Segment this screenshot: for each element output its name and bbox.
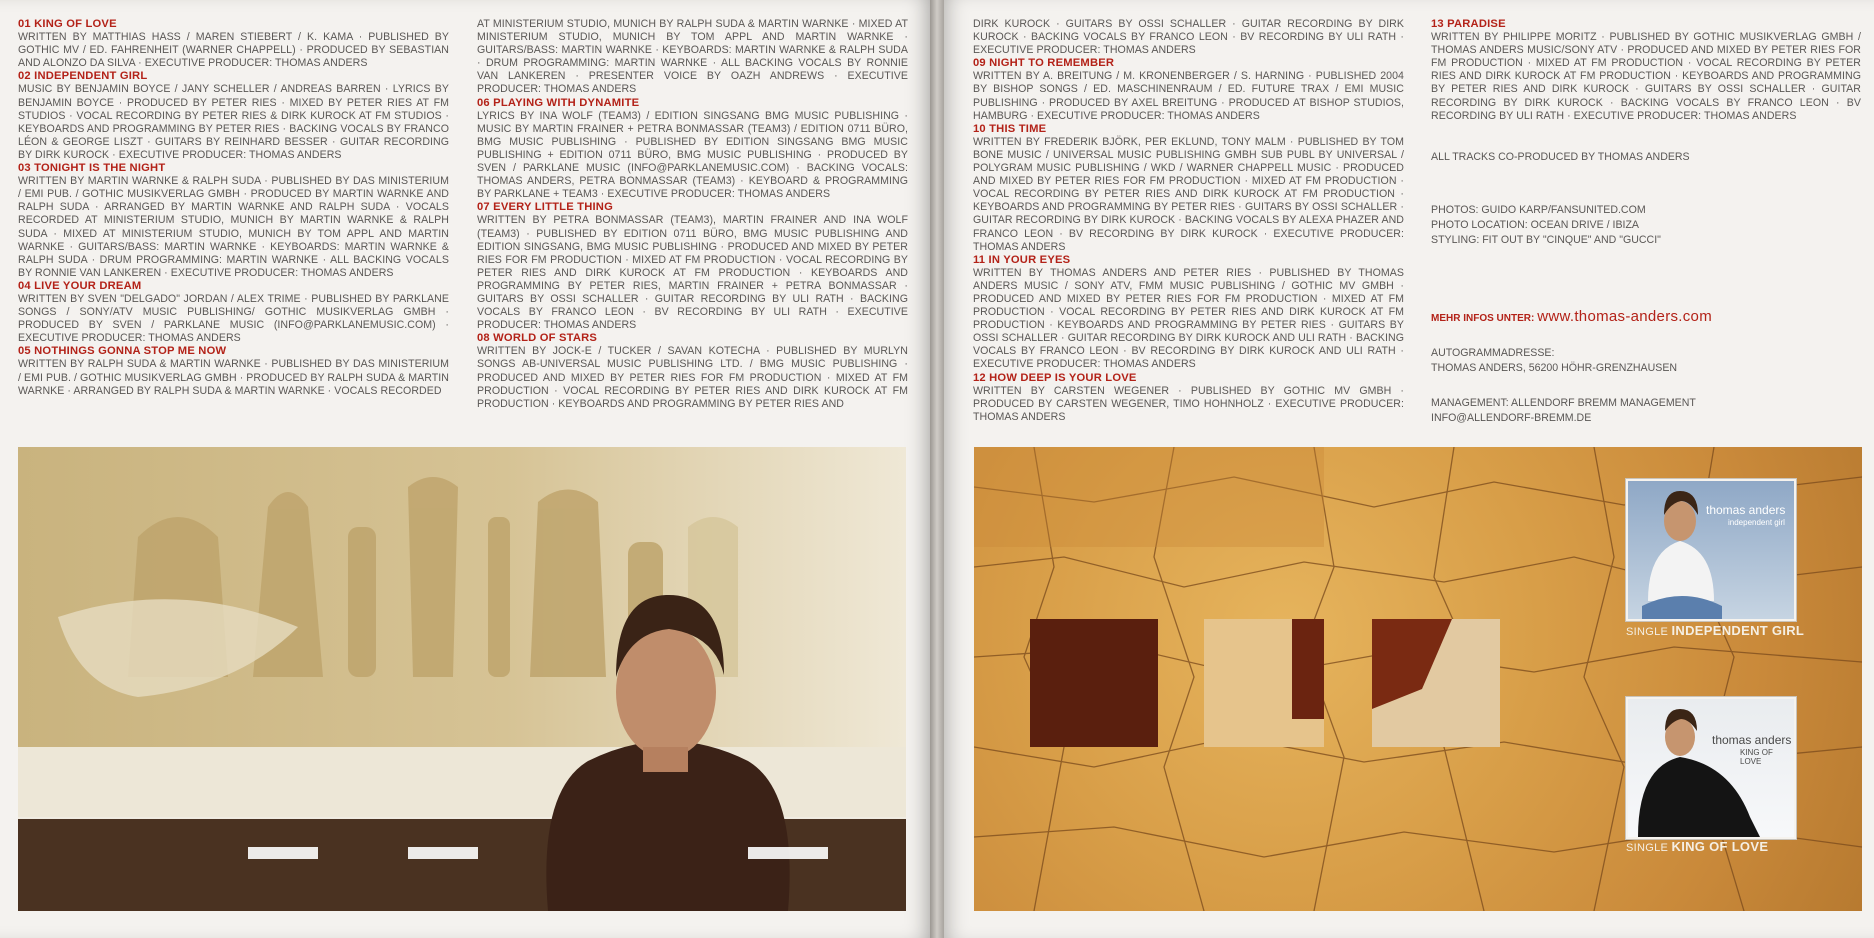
track-credits-text: WRITTEN BY SVEN "DELGADO" JORDAN / ALEX TRIME · PUBLISHED BY PARKLANE SONGS / SONY/ATV MUSIC PUBLISHING/ GOTHIC MUSIKVERLAG GMBH · PRODUCED BY SVEN / PARKLANE MUSIC (INFO@PARKLANEMUSIC.COM) · EXECUTIVE PRODUCER: THOMAS ANDERS [18, 292, 449, 345]
track-credits-text: WRITTEN BY MATTHIAS HASS / MAREN STIEBERT / K. KAMA · PUBLISHED BY GOTHIC MV / ED. FAHRENHEIT (WARNER CHAPPELL) · PRODUCED BY SEBASTIAN AND ALONZO DA SILVA · EXECUTIVE PRODUCER: THOMAS ANDERS [18, 31, 449, 70]
track-credit [973, 372, 1404, 424]
track-credits-text: WRITTEN BY THOMAS ANDERS AND PETER RIES · PUBLISHED BY THOMAS ANDERS MUSIC / SONY ATV, FMM MUSIC PUBLISHING / GOTHIC MV GMBH · PRODUCED AND MIXED BY PETER RIES FOR FM PRODUCTION · MIXED AT FM PRODUCTION · VOCAL RECORDING BY PETER RIES AND DIRK KUROCK AT FM PRODUCTION · KEYBOARDS AND PROGRAMMING BY PETER RIES · GUITARS BY OSSI SCHALLER · GUITAR RECORDING BY DIRK KUROCK AND ULI RATH · BACKING VOCALS BY FRANCO LEON · BV RECORDING BY DIRK KUROCK AND ULI RATH · EXECUTIVE PRODUCER: THOMAS ANDERS [973, 266, 1404, 371]
track-credit [477, 332, 908, 411]
track-credit [973, 123, 1404, 254]
single-label-king-of-love [1626, 839, 1768, 854]
track-credit [18, 70, 449, 162]
texture-square-dark [1030, 619, 1158, 747]
track-credits-text: WRITTEN BY FREDERIK BJÖRK, PER EKLUND, TONY MALM · PUBLISHED BY TOM BONE MUSIC / UNIVERSAL MUSIC PUBLISHING GMBH SUB PUBL BY UNIVERSAL / POLYGRAM MUSIC PUBLISHING / WKD / WARNER CHAPPELL MUSIC · PRODUCED AND MIXED BY PETER RIES FOR FM PRODUCTION · MIXED AT FM PRODUCTION · VOCAL RECORDING BY PETER RIES AND DIRK KUROCK AT FM PRODUCTION · KEYBOARDS AND PROGRAMMING BY PETER RIES · GUITARS BY OSSI SCHALLER · GUITAR RECORDING BY DIRK KUROCK · BACKING VOCALS BY ALEXA PHAZER AND FRANCO LEON · BV RECORDING BY DIRK KUROCK · EXECUTIVE PRODUCER: THOMAS ANDERS [973, 135, 1404, 253]
track-credits-text: AT MINISTERIUM STUDIO, MUNICH BY RALPH SUDA & MARTIN WARNKE · MIXED AT MINISTERIUM STUDIO, MUNICH BY TOM APPL AND MARTIN WARNKE · GUITARS/BASS: MARTIN WARNKE · KEYBOARDS: MARTIN WARNKE & RALPH SUDA · DRUM PROGRAMMING: MARTIN WARNKE · ALL BACKING VOCALS BY RONNIE VAN LANKEREN · PRESENTER VOICE BY OAZH ANDREWS · EXECUTIVE PRODUCER: THOMAS ANDERS [477, 18, 908, 96]
track-title: 09 NIGHT TO REMEMBER [973, 57, 1115, 70]
track-credit [477, 97, 908, 202]
coproduced-note: ALL TRACKS CO-PRODUCED BY THOMAS ANDERS [1431, 151, 1690, 163]
track-title: 10 THIS TIME [973, 122, 1047, 135]
single-title: INDEPENDENT GIRL [1671, 623, 1805, 638]
track-credit [18, 162, 449, 280]
track-credits-text: WRITTEN BY JOCK-E / TUCKER / SAVAN KOTECHA · PUBLISHED BY MURLYN SONGS AB-UNIVERSAL MUSIC PUBLISHING LTD. / BMG MUSIC PUBLISHING · PRODUCED AND MIXED BY PETER RIES FOR FM PRODUCTION · MIXED AT FM PRODUCTION · VOCAL RECORDING BY PETER RIES AND DIRK KUROCK AT FM PRODUCTION · KEYBOARDS AND PROGRAMMING BY PETER RIES AND [477, 345, 908, 410]
track-title: 07 EVERY LITTLE THING [477, 201, 613, 214]
photos-credit: PHOTOS: GUIDO KARP/FANSUNITED.COM [1431, 204, 1646, 216]
photo-credits [1431, 203, 1861, 248]
track-credit [18, 18, 449, 70]
track-credits-text: WRITTEN BY CARSTEN WEGENER · PUBLISHED BY GOTHIC MV GMBH · PRODUCED BY CARSTEN WEGENER, TIMO HOHNHOLZ · EXECUTIVE PRODUCER: THOMAS ANDERS [973, 384, 1404, 423]
track-title: 06 PLAYING WITH DYNAMITE [477, 96, 640, 109]
track-credits-text: WRITTEN BY PHILIPPE MORITZ · PUBLISHED BY GOTHIC MUSIKVERLAG GMBH / THOMAS ANDERS MUSIC/SONY ATV · PRODUCED AND MIXED BY PETER RIES FOR FM PRODUCTION · MIXED AT FM PRODUCTION · VOCAL RECORDING BY PETER RIES AND DIRK KUROCK AT FM PRODUCTION · KEYBOARDS AND PROGRAMMING BY PETER RIES AND DIRK KUROCK · GUITARS BY OSSI SCHALLER · GUITAR RECORDING BY DIRK KUROCK · BACKING VOCALS BY FRANCO LEON · BV RECORDING BY ULI RATH · EXECUTIVE PRODUCER: THOMAS ANDERS [1431, 31, 1861, 122]
credits-column-3 [973, 18, 1404, 424]
styling-credit: STYLING: FIT OUT BY "CINQUE" AND "GUCCI" [1431, 234, 1661, 246]
artist-photo-illustration [18, 447, 906, 911]
track-credit [18, 280, 449, 345]
photo-location: PHOTO LOCATION: OCEAN DRIVE / IBIZA [1431, 219, 1639, 231]
cracked-texture-panel [974, 447, 1862, 911]
track-title: 05 NOTHINGS GONNA STOP ME NOW [18, 345, 227, 358]
track-credit [477, 201, 908, 332]
track-title: 01 KING OF LOVE [18, 18, 117, 30]
track-credits-text: WRITTEN BY PETRA BONMASSAR (TEAM3), MARTIN FRAINER AND INA WOLF (TEAM3) · PUBLISHED BY EDITION 0711 BÜRO, BMG MUSIC PUBLISHING AND EDITION SINGSANG, BMG MUSIC PUBLISHING · PRODUCED AND MIXED BY PETER RIES FOR FM PRODUCTION · MIXED AT FM PRODUCTION · VOCAL RECORDING BY PETER RIES AND DIRK KUROCK AT FM PRODUCTION · KEYBOARDS AND PROGRAMMING BY PETER RIES, MARTIN FRAINER + PETRA BONMASSAR · GUITARS BY OSSI SCHALLER · GUITAR RECORDING BY ULI RATH · BACKING VOCALS BY FRANCO LEON · BV RECORDING BY ULI RATH · EXECUTIVE PRODUCER: THOMAS ANDERS [477, 214, 908, 332]
credits-column-4 [1431, 18, 1861, 123]
track-credits-text: DIRK KUROCK · GUITARS BY OSSI SCHALLER · GUITAR RECORDING BY DIRK KUROCK · BACKING VOCALS BY FRANCO LEON · BV RECORDING BY ULI RATH · EXECUTIVE PRODUCER: THOMAS ANDERS [973, 18, 1404, 57]
cover-title: KING OF LOVE [1740, 748, 1773, 766]
autograph-address [1431, 346, 1861, 376]
track-credit [973, 254, 1404, 372]
single-title: KING OF LOVE [1671, 839, 1769, 854]
track-title: 03 TONIGHT IS THE NIGHT [18, 162, 166, 175]
track-credit [18, 345, 449, 397]
management-name: MANAGEMENT: ALLENDORF BREMM MANAGEMENT [1431, 397, 1696, 409]
track-credit [1431, 18, 1861, 123]
cover-photo-king-of-love [1628, 699, 1794, 837]
single-cover-king-of-love [1626, 697, 1796, 839]
single-label-independent-girl [1626, 623, 1804, 638]
single-cover-independent-girl [1626, 479, 1796, 621]
track-title: 02 INDEPENDENT GIRL [18, 70, 148, 83]
single-prefix: SINGLE [1626, 626, 1669, 638]
more-info-label: MEHR INFOS UNTER: [1431, 313, 1535, 324]
book-gutter [930, 0, 944, 938]
autograph-label: AUTOGRAMMADRESSE: [1431, 347, 1555, 359]
track-credits-text: MUSIC BY BENJAMIN BOYCE / JANY SCHELLER / ANDREAS BARREN · LYRICS BY BENJAMIN BOYCE · PRODUCED BY PETER RIES · MIXED BY PETER RIES AT FM STUDIOS · VOCAL RECORDING BY PETER RIES & DIRK KUROCK AT FM STUDIOS · KEYBOARDS AND PROGRAMMING BY PETER RIES · BACKING VOCALS BY FRANCO LÉON & GEORGE LISZT · GUITARS BY REINHARD BESSER · GUITAR RECORDING BY DIRK KUROCK · EXECUTIVE PRODUCER: THOMAS ANDERS [18, 83, 449, 161]
credits-column-2 [477, 18, 908, 411]
track-credits-text: LYRICS BY INA WOLF (TEAM3) / EDITION SINGSANG BMG MUSIC PUBLISHING · MUSIC BY MARTIN FRAINER + PETRA BONMASSAR (TEAM3) / EDITION 0711 BÜRO, BMG MUSIC PUBLISHING · PUBLISHED BY EDITION SINGSANG BMG MUSIC PUBLISHING + EDITION 0711 BÜRO, BMG MUSIC PUBLISHING · PRODUCED BY SVEN / PARKLANE MUSIC (INFO@PARKLANEMUSIC.COM) · BACKING VOCALS: THOMAS ANDERS, PETRA BONMASSAR (TEAM3) · KEYBOARD & PROGRAMMING BY PARKLANE + TEAM3 · EXECUTIVE PRODUCER: THOMAS ANDERS [477, 109, 908, 201]
left-page [0, 0, 930, 938]
track-credits-text: WRITTEN BY A. BREITUNG / M. KRONENBERGER / S. HARNING · PUBLISHED 2004 BY BISHOP SONGS / ED. MASCHINENRAUM / ED. FUTURE TRAX / EMI MUSIC PUBLISHING · PRODUCED BY AXEL BREITUNG · PRODUCED AT BISHOP STUDIOS, HAMBURG · EXECUTIVE PRODUCER: THOMAS ANDERS [973, 70, 1404, 122]
autograph-address-text: THOMAS ANDERS, 56200 HÖHR-GRENZHAUSEN [1431, 362, 1678, 374]
cover-artist-name: thomas anders [1706, 503, 1786, 517]
more-info [1431, 309, 1861, 326]
cover-artist-name: thomas anders [1712, 733, 1792, 747]
website-link[interactable]: www.thomas-anders.com [1537, 308, 1712, 325]
track-title: 08 WORLD OF STARS [477, 332, 598, 345]
single-prefix: SINGLE [1626, 842, 1669, 854]
track-credits-text: WRITTEN BY MARTIN WARNKE & RALPH SUDA · PUBLISHED BY DAS MINISTERIUM / EMI PUB. / GOTHIC MUSIKVERLAG GMBH · PRODUCED BY MARTIN WARNKE AND RALPH SUDA · ARRANGED BY MARTIN WARNKE AND RALPH SUDA · VOCALS RECORDED AT MINISTERIUM STUDIO, MUNICH BY MARTIN WARNKE & RALPH SUDA · MIXED AT MINISTERIUM STUDIO, MUNICH BY TOM APPL AND MARTIN WARNKE · GUITARS/BASS: MARTIN WARNKE · KEYBOARDS: MARTIN WARNKE & RALPH SUDA · DRUM PROGRAMMING: MARTIN WARNKE · ALL BACKING VOCALS BY RONNIE VAN LANKEREN · EXECUTIVE PRODUCER: THOMAS ANDERS [18, 175, 449, 279]
credits-column-1 [18, 18, 449, 398]
artist-photo [18, 447, 906, 911]
track-credit [477, 18, 908, 97]
track-credits-text: WRITTEN BY RALPH SUDA & MARTIN WARNKE · PUBLISHED BY DAS MINISTERIUM / EMI PUB. / GOTHIC MUSIKVERLAG GMBH · PRODUCED BY RALPH SUDA & MARTIN WARNKE · ARRANGED BY RALPH SUDA & MARTIN WARNKE · VOCALS RECORDED [18, 358, 449, 397]
management-info [1431, 396, 1861, 426]
cover-photo-independent-girl [1628, 481, 1794, 619]
track-credit [973, 18, 1404, 57]
cover-title: independent girl [1728, 518, 1785, 527]
track-title: 12 HOW DEEP IS YOUR LOVE [973, 371, 1137, 384]
track-credit [973, 57, 1404, 122]
track-title: 13 PARADISE [1431, 18, 1506, 30]
track-title: 04 LIVE YOUR DREAM [18, 279, 142, 292]
management-email[interactable]: INFO@ALLENDORF-BREMM.DE [1431, 412, 1592, 424]
track-title: 11 IN YOUR EYES [973, 253, 1071, 266]
